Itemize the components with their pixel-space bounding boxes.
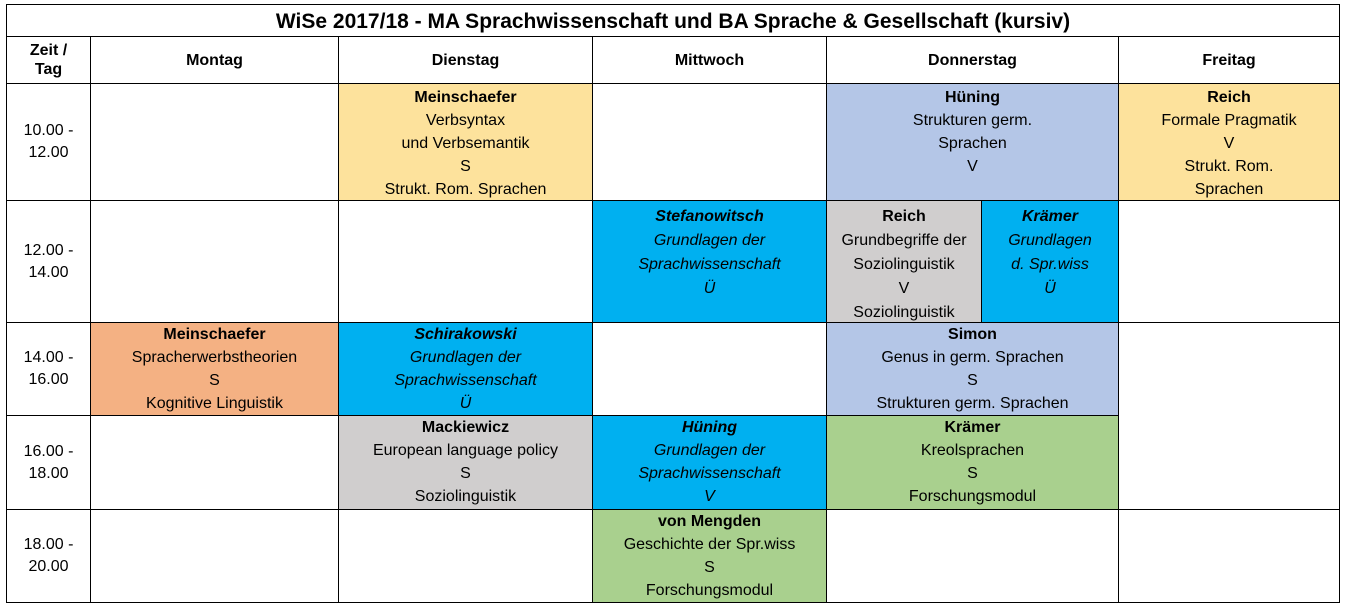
- course-cell: [338, 322, 593, 416]
- course-title: European language policy: [372, 442, 559, 459]
- course-type: S: [460, 158, 471, 175]
- course-title: d. Spr.wiss: [1011, 256, 1089, 273]
- course-lecturer: Meinschaefer: [414, 89, 517, 106]
- course-cell: [826, 200, 982, 323]
- course-module: Forschungsmodul: [908, 488, 1037, 505]
- course-type: Ü: [459, 395, 472, 412]
- course-title: Grundbegriffe der: [841, 232, 967, 249]
- time-slot-1: [6, 83, 91, 201]
- course-type: S: [460, 465, 471, 482]
- course-lecturer: Simon: [948, 326, 997, 343]
- course-module: Soziolinguistik: [853, 304, 955, 321]
- time-to: 18.00: [28, 464, 69, 482]
- empty-cell: [90, 415, 339, 510]
- course-module: Strukt. Rom. Sprachen: [384, 181, 547, 198]
- timetable-title: WiSe 2017/18 - MA Sprachwissenschaft und BA Sprache & Gesellschaft (kursiv): [6, 4, 1340, 37]
- time-slot-5: [6, 509, 91, 603]
- empty-cell: [1118, 509, 1340, 603]
- course-lecturer: Reich: [882, 208, 926, 225]
- time-slot-4: [6, 415, 91, 510]
- empty-cell: [826, 509, 1119, 603]
- course-lecturer: Hüning: [681, 419, 738, 436]
- timetable: [6, 4, 1340, 603]
- empty-cell: [90, 200, 339, 323]
- course-cell: [592, 200, 827, 323]
- course-lecturer: von Mengden: [657, 513, 762, 530]
- empty-cell: [1118, 322, 1340, 510]
- header-day-montag: Montag: [90, 36, 339, 84]
- course-title: Formale Pragmatik: [1161, 112, 1297, 129]
- empty-cell: [90, 83, 339, 201]
- empty-cell: [90, 509, 339, 603]
- course-title: Strukturen germ.: [912, 112, 1033, 129]
- course-cell: [592, 509, 827, 603]
- course-type: S: [967, 372, 978, 389]
- course-module: Sprachen: [1194, 181, 1264, 198]
- header-day-donnerstag: Donnerstag: [826, 36, 1119, 84]
- course-cell: [592, 415, 827, 510]
- course-title: Kreolsprachen: [920, 442, 1025, 459]
- time-to: 14.00: [28, 263, 69, 281]
- course-cell: [826, 83, 1119, 201]
- header-corner: [6, 36, 91, 84]
- course-type: S: [209, 372, 220, 389]
- course-lecturer: Hüning: [944, 89, 1001, 106]
- course-module: Kognitive Linguistik: [146, 395, 283, 412]
- course-title: Grundlagen der: [653, 442, 766, 459]
- time-from: 14.00 -: [23, 349, 74, 366]
- empty-cell: [338, 509, 593, 603]
- course-title: Sprachwissenschaft: [394, 372, 537, 389]
- time-to: 12.00: [28, 144, 69, 161]
- corner-line-2: Tag: [34, 61, 63, 78]
- course-title: Verbsyntax: [425, 112, 506, 129]
- course-lecturer: Krämer: [944, 419, 1001, 436]
- course-type: Ü: [1044, 280, 1056, 297]
- course-lecturer: Mackiewicz: [421, 419, 510, 436]
- time-from: 12.00 -: [23, 241, 74, 259]
- course-cell: [338, 83, 593, 201]
- course-lecturer: Stefanowitsch: [655, 208, 764, 225]
- course-title: Sprachen: [938, 135, 1007, 152]
- time-from: 18.00 -: [23, 536, 74, 553]
- course-lecturer: Schirakowski: [414, 326, 517, 343]
- course-title: Spracherwerbstheorien: [131, 349, 298, 366]
- header-day-dienstag: Dienstag: [338, 36, 593, 84]
- course-cell: [826, 322, 1119, 416]
- empty-cell: [592, 83, 827, 201]
- time-to: 20.00: [28, 558, 69, 575]
- time-from: 16.00 -: [23, 442, 74, 460]
- time-to: 16.00: [28, 371, 69, 388]
- course-cell: [1118, 83, 1340, 201]
- time-slot-3: [6, 322, 91, 416]
- course-title: Geschichte der Spr.wiss: [623, 536, 796, 553]
- course-module: Soziolinguistik: [414, 488, 517, 505]
- corner-line-1: Zeit /: [29, 42, 68, 59]
- course-title: Grundlagen der: [409, 349, 522, 366]
- course-cell: [338, 415, 593, 510]
- course-type: S: [704, 559, 715, 576]
- course-cell: [90, 322, 339, 416]
- course-title: Sprachwissenschaft: [638, 465, 781, 482]
- time-from: 10.00 -: [23, 122, 74, 139]
- course-cell: [981, 200, 1119, 323]
- course-title: Genus in germ. Sprachen: [881, 349, 1064, 366]
- course-type: V: [898, 280, 910, 297]
- header-day-mittwoch: Mittwoch: [592, 36, 827, 84]
- course-lecturer: Meinschaefer: [163, 326, 266, 343]
- header-day-freitag: Freitag: [1118, 36, 1340, 84]
- course-module: Strukturen germ. Sprachen: [876, 395, 1069, 412]
- course-title: Soziolinguistik: [853, 256, 955, 273]
- course-title: Sprachwissenschaft: [638, 256, 781, 273]
- course-type: S: [967, 465, 978, 482]
- course-lecturer: Krämer: [1021, 208, 1079, 225]
- course-type: V: [967, 158, 978, 175]
- course-cell: [826, 415, 1119, 510]
- empty-cell: [338, 200, 593, 323]
- course-type: V: [1223, 135, 1235, 152]
- course-lecturer: Reich: [1207, 89, 1251, 106]
- course-title: Grundlagen: [1008, 232, 1092, 249]
- empty-cell: [1118, 200, 1340, 323]
- empty-cell: [592, 322, 827, 416]
- time-slot-2: [6, 200, 91, 323]
- course-module: Strukt. Rom.: [1184, 158, 1274, 175]
- course-title: Grundlagen der: [653, 232, 766, 249]
- course-module: Forschungsmodul: [645, 582, 774, 599]
- course-title: und Verbsemantik: [401, 135, 530, 152]
- course-type: Ü: [703, 280, 716, 297]
- course-type: V: [704, 488, 715, 505]
